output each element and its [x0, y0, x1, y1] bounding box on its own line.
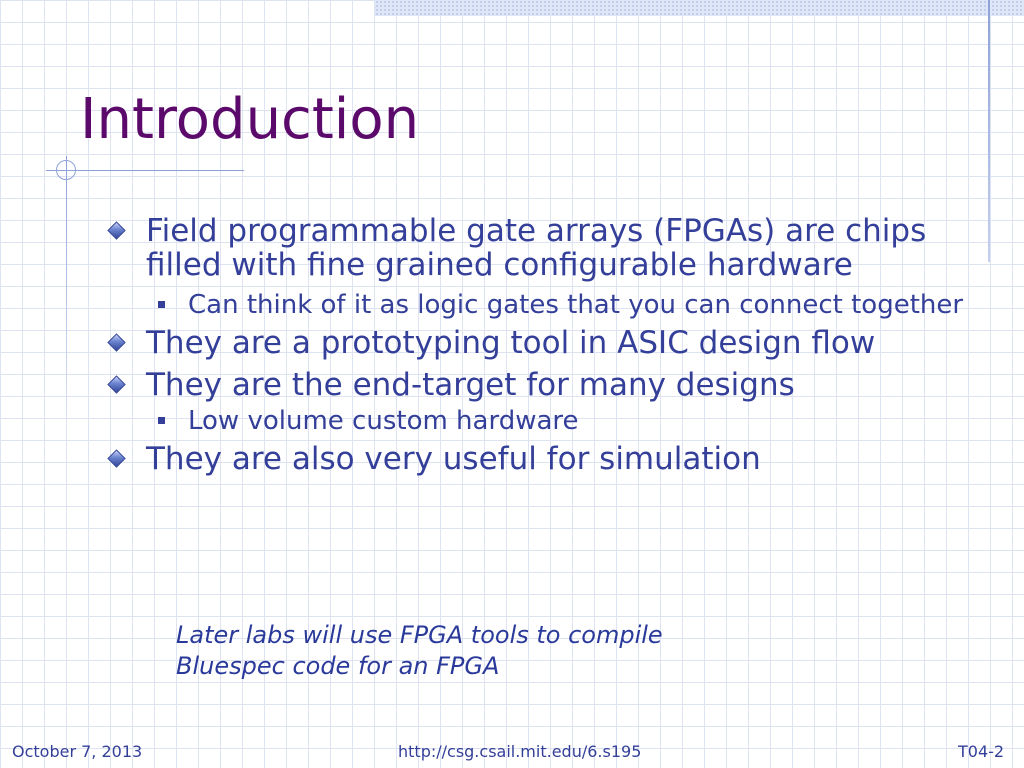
bullet-fpga-definition — [108, 214, 968, 282]
decorative-crosshair-circle — [56, 160, 76, 180]
square-bullet-icon — [158, 417, 165, 424]
sub-bullet-text: Can think of it as logic gates that you can connect together — [188, 290, 964, 320]
diamond-bullet-icon — [107, 449, 125, 467]
decorative-crosshair-vertical — [66, 156, 67, 416]
decorative-top-band — [375, 0, 1024, 16]
bullet-simulation — [108, 442, 968, 476]
sub-bullet-logic-gates — [108, 290, 968, 320]
italic-note — [176, 620, 663, 682]
note-line: Bluespec code for an FPGA — [176, 652, 500, 680]
square-bullet-icon — [158, 301, 165, 308]
footer-url: http://csg.csail.mit.edu/6.s195 — [398, 742, 642, 761]
bullet-text: Field programmable gate arrays (FPGAs) are chips filled with fine grained configurable hardware — [146, 213, 927, 283]
diamond-bullet-icon — [107, 375, 125, 393]
diamond-bullet-icon — [107, 333, 125, 351]
bullet-text: They are a prototyping tool in ASIC design flow — [146, 325, 876, 361]
diamond-bullet-icon — [107, 221, 125, 239]
sub-bullet-low-volume — [108, 406, 968, 436]
bullet-end-target — [108, 368, 968, 402]
sub-bullet-text: Low volume custom hardware — [188, 406, 579, 436]
note-line: Later labs will use FPGA tools to compile — [176, 621, 663, 649]
slide-title: Introduction — [80, 87, 420, 152]
decorative-vertical-line — [988, 0, 990, 262]
footer-page-number: T04-2 — [958, 742, 1005, 761]
bullet-text: They are also very useful for simulation — [146, 441, 761, 477]
slide-body — [108, 214, 968, 480]
bullet-text: They are the end-target for many designs — [146, 367, 795, 403]
footer-date: October 7, 2013 — [12, 742, 143, 761]
bullet-prototyping-tool — [108, 326, 968, 360]
